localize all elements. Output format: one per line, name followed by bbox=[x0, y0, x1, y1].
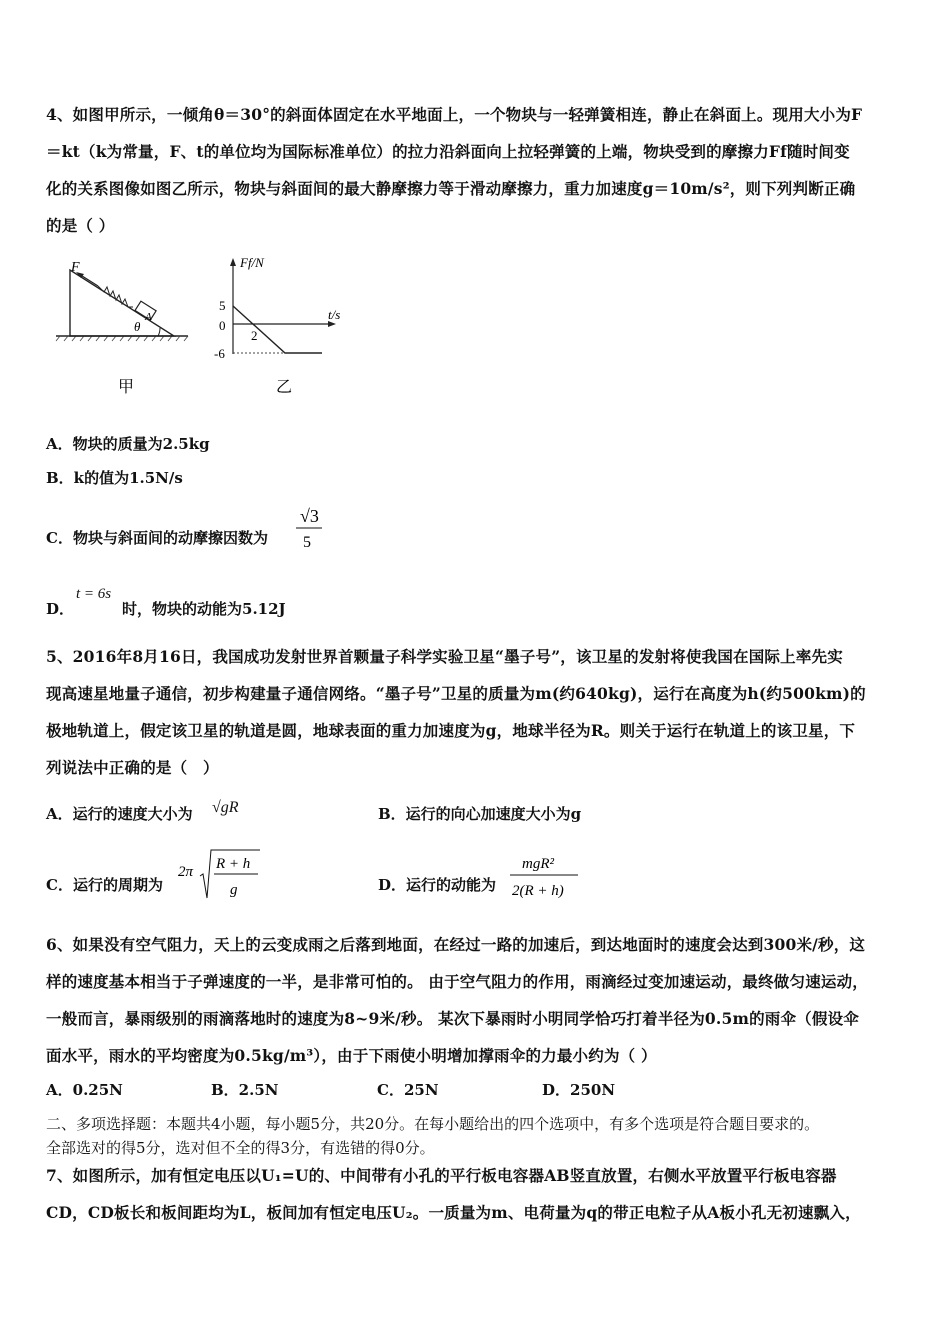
q4-line-1: 4、如图甲所示，一倾角θ＝30°的斜面体固定在水平地面上，一个物块与一轻弹簧相连，静止在斜面上。现用大小为F bbox=[46, 105, 863, 124]
q7-line-1: 7、如图所示，加有恒定电压以U₁=U的、中间带有小孔的平行板电容器AB竖直放置，右侧水平放置平行板电容器 bbox=[46, 1166, 837, 1185]
q5-option-a: A．运行的速度大小为 bbox=[46, 805, 193, 823]
fraction-numerator: √3 bbox=[300, 506, 319, 526]
sqrt-numerator: R + h bbox=[216, 856, 251, 872]
kinetic-denominator: 2(R + h) bbox=[512, 883, 564, 899]
q4-option-c-fraction bbox=[292, 500, 332, 554]
q6-option-b: B．2.5N bbox=[211, 1081, 279, 1099]
q6-option-a: A．0.25N bbox=[46, 1081, 123, 1099]
tick-x-cross: 2 bbox=[251, 328, 258, 343]
block-label: A bbox=[145, 311, 152, 323]
q4-option-c: C．物块与斜面间的动摩擦因数为 bbox=[46, 529, 268, 547]
tick-y-bottom: -6 bbox=[214, 346, 225, 361]
q6-line-2: 样的速度基本相当于子弹速度的一半，是非常可怕的。 由于空气阻力的作用，雨滴经过变加速运动，最终做匀速运动， bbox=[46, 972, 869, 991]
section2-line-1: 二、多项选择题：本题共4小题，每小题5分，共20分。在每小题给出的四个选项中，有多个选项是符合题目要求的。 bbox=[46, 1115, 820, 1133]
q4-option-a: A．物块的质量为2.5kg bbox=[46, 435, 210, 453]
q5-line-1: 5、2016年8月16日，我国成功发射世界首颗量子科学实验卫星“墨子号”，该卫星的发射将使我国在国际上率先实 bbox=[46, 647, 843, 666]
q5-option-a-formula: √gR bbox=[212, 799, 239, 816]
incline-figure bbox=[54, 252, 194, 402]
angle-label: θ bbox=[134, 319, 141, 334]
figure-yi-caption: 乙 bbox=[276, 379, 293, 396]
q7-line-2: CD，CD板长和板间距均为L，板间加有恒定电压U₂。一质量为m、电荷量为q的带正电粒子从A板小孔无初速飘入， bbox=[46, 1203, 861, 1222]
tick-y-top: 5 bbox=[219, 298, 226, 313]
q4-option-b: B．k的值为1.5N/s bbox=[46, 469, 183, 487]
q6-line-1: 6、如果没有空气阻力，天上的云变成雨之后落到地面，在经过一路的加速后，到达地面时的速度会达到300米/秒，这 bbox=[46, 935, 866, 954]
q4-line-4: 的是（ ） bbox=[46, 216, 115, 235]
q4-option-d-formula: t = 6s bbox=[76, 586, 112, 602]
q6-option-c: C．25N bbox=[377, 1081, 439, 1099]
q6-line-3: 一般而言，暴雨级别的雨滴落地时的速度为8~9米/秒。 某次下暴雨时小明同学恰巧打着半径为0.5m的雨伞（假设伞 bbox=[46, 1009, 859, 1028]
kinetic-numerator: mgR² bbox=[522, 856, 554, 872]
tick-y-zero: 0 bbox=[219, 318, 226, 333]
q4-option-d-text: 时，物块的动能为5.12J bbox=[122, 600, 286, 618]
q5-line-4: 列说法中正确的是（ ） bbox=[46, 758, 219, 777]
q5-option-c-formula bbox=[176, 846, 266, 904]
q6-option-d: D．250N bbox=[542, 1081, 616, 1099]
q4-line-2: ＝kt（k为常量，F、t的单位均为国际标准单位）的拉力沿斜面向上拉轻弹簧的上端，物块受到的摩擦力Ff随时间变 bbox=[46, 142, 850, 161]
q5-option-d: D．运行的动能为 bbox=[378, 876, 497, 894]
graph-xlabel: t/s bbox=[328, 307, 341, 322]
q5-line-2: 现高速星地量子通信，初步构建量子通信网络。“墨子号”卫星的质量为m(约640kg)，运行在高度为h(约500km)的 bbox=[46, 684, 866, 703]
q4-option-d-label: D． bbox=[46, 600, 75, 618]
force-label: F bbox=[71, 260, 80, 275]
q5-line-3: 极地轨道上，假定该卫星的轨道是圆，地球表面的重力加速度为g，地球半径为R。则关于运行在轨道上的该卫星，下 bbox=[46, 721, 856, 740]
fraction-denominator: 5 bbox=[303, 534, 311, 551]
q4-line-3: 化的关系图像如图乙所示，物块与斜面间的最大静摩擦力等于滑动摩擦力，重力加速度g＝10m/s²，则下列判断正确 bbox=[46, 179, 856, 198]
q5-option-b: B．运行的向心加速度大小为g bbox=[378, 805, 582, 823]
q5-option-d-formula bbox=[506, 848, 586, 904]
two-pi: 2π bbox=[178, 864, 194, 880]
figure-jia-caption: 甲 bbox=[118, 379, 135, 396]
section2-line-2: 全部选对的得5分，选对但不全的得3分，有选错的得0分。 bbox=[46, 1139, 435, 1157]
q6-line-4: 面水平，雨水的平均密度为0.5kg/m³），由于下雨使小明增加撑雨伞的力最小约为（ ） bbox=[46, 1046, 657, 1065]
sqrt-denominator: g bbox=[230, 882, 238, 898]
friction-graph bbox=[210, 252, 360, 402]
q5-option-c: C．运行的周期为 bbox=[46, 876, 163, 894]
graph-ylabel: Ff/N bbox=[240, 255, 264, 270]
